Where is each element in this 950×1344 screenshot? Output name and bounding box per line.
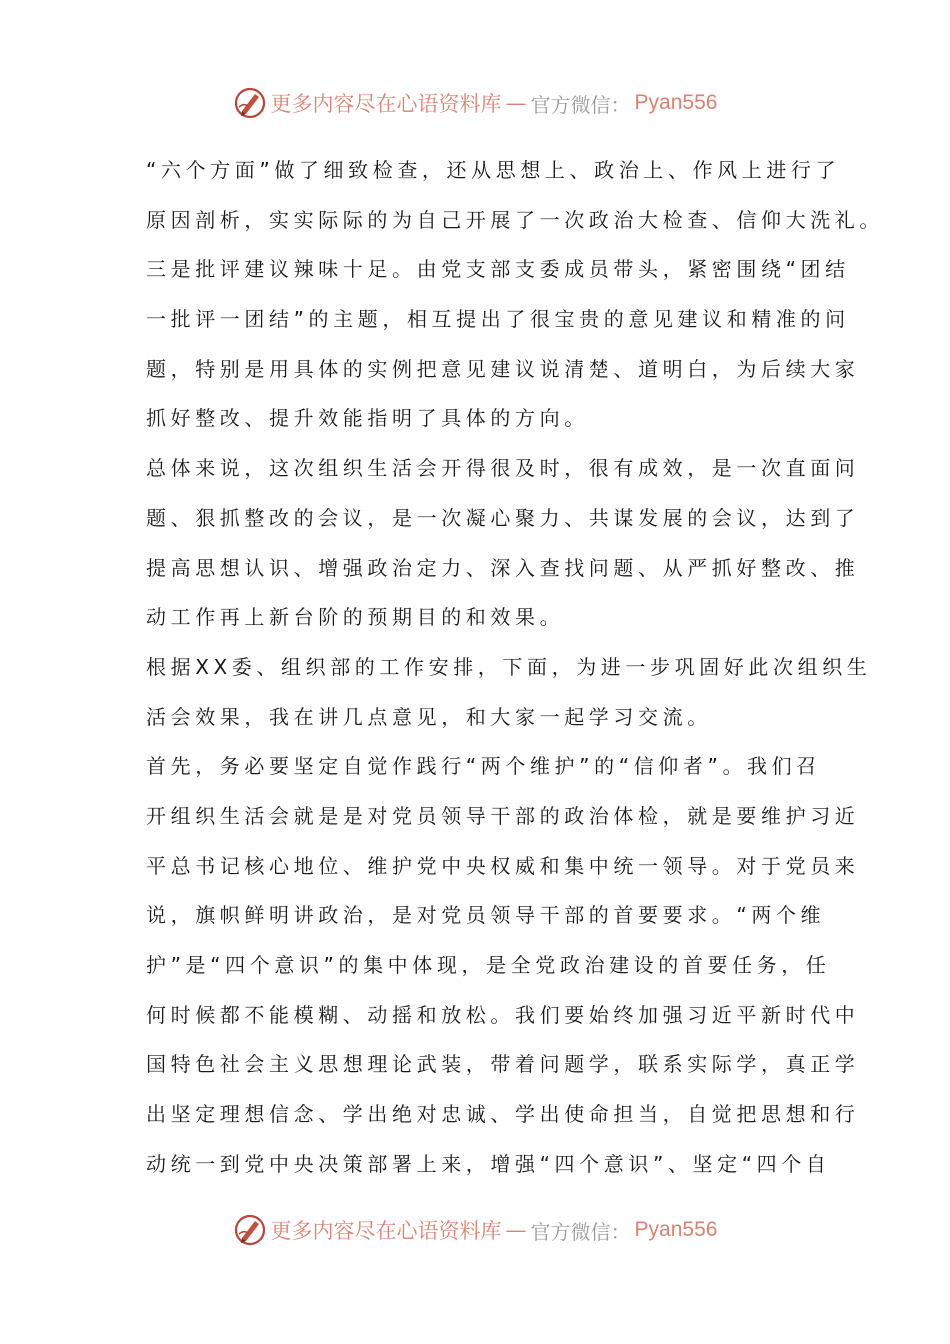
text-line: 活会效果，我在讲几点意见，和大家一起学习交流。 (146, 704, 712, 729)
banner-site-text: 更多内容尽在心语资料库 (270, 1219, 502, 1243)
pen-logo-icon (233, 1213, 267, 1247)
text-line: 提高思想认识、增强政治定力、深入查找问题、从严抓好整改、推 (146, 555, 860, 580)
text-line: 三是批评建议辣味十足。由党支部支委成员带头，紧密围绕“团结 (146, 257, 850, 282)
text-line: 国特色社会主义思想理论武装，带着问题学，联系实际学，真正学 (146, 1052, 860, 1077)
banner-wechat-id: Pyan556 (634, 91, 718, 114)
text-line: 根据XX委、组织部的工作安排，下面，为进一步巩固好此次组织生 (146, 654, 872, 679)
footer-banner (0, 1210, 950, 1250)
text-line: 出坚定理想信念、学出绝对忠诚、学出使命担当，自觉把思想和行 (146, 1102, 860, 1127)
text-line: 平总书记核心地位、维护党中央权威和集中统一领导。对于党员来 (146, 853, 860, 878)
text-line: 原因剖析，实实际际的为自己开展了一次政治大检查、信仰大洗礼。 (146, 207, 884, 232)
text-line: “六个方面”做了细致检查，还从思想上、政治上、作风上进行了 (146, 158, 841, 182)
banner-wechat-label: 官方微信： (530, 92, 631, 117)
banner-separator: — (505, 91, 527, 115)
header-banner (0, 83, 950, 123)
text-line: 抓好整改、提升效能指明了具体的方向。 (146, 406, 589, 431)
banner-content (233, 86, 718, 120)
banner-site-text: 更多内容尽在心语资料库 (270, 92, 502, 116)
text-line: 动工作再上新台阶的预期目的和效果。 (146, 605, 565, 630)
pen-logo-icon (233, 86, 267, 120)
text-line: 说，旗帜鲜明讲政治，是对党员领导干部的首要要求。“两个维 (146, 903, 826, 928)
banner-wechat-label: 官方微信： (530, 1219, 631, 1244)
text-line: 护”是“四个意识”的集中体现，是全党政治建设的首要任务，任 (146, 953, 831, 977)
text-line: 一批评一团结”的主题，相互提出了很宝贵的意见建议和精准的问 (146, 307, 850, 332)
document-body (146, 146, 884, 1189)
banner-content (233, 1213, 718, 1247)
text-line: 开组织生活会就是是对党员领导干部的政治体检，就是要维护习近 (146, 803, 860, 828)
text-line: 首先，务必要坚定自觉作践行“两个维护”的“信仰者”。我们召 (146, 754, 821, 779)
banner-wechat-id: Pyan556 (634, 1218, 718, 1241)
banner-separator: — (505, 1218, 527, 1242)
text-line: 动统一到党中央决策部署上来，增强“四个意识”、坚定“四个自 (146, 1151, 831, 1176)
text-line: 题，特别是用具体的实例把意见建议说清楚、道明白，为后续大家 (146, 356, 860, 381)
text-line: 何时候都不能模糊、动摇和放松。我们要始终加强习近平新时代中 (146, 1002, 860, 1027)
text-line: 题、狠抓整改的会议，是一次凝心聚力、共谋发展的会议，达到了 (146, 505, 860, 530)
text-line: 总体来说，这次组织生活会开得很及时，很有成效，是一次直面问 (146, 456, 860, 481)
